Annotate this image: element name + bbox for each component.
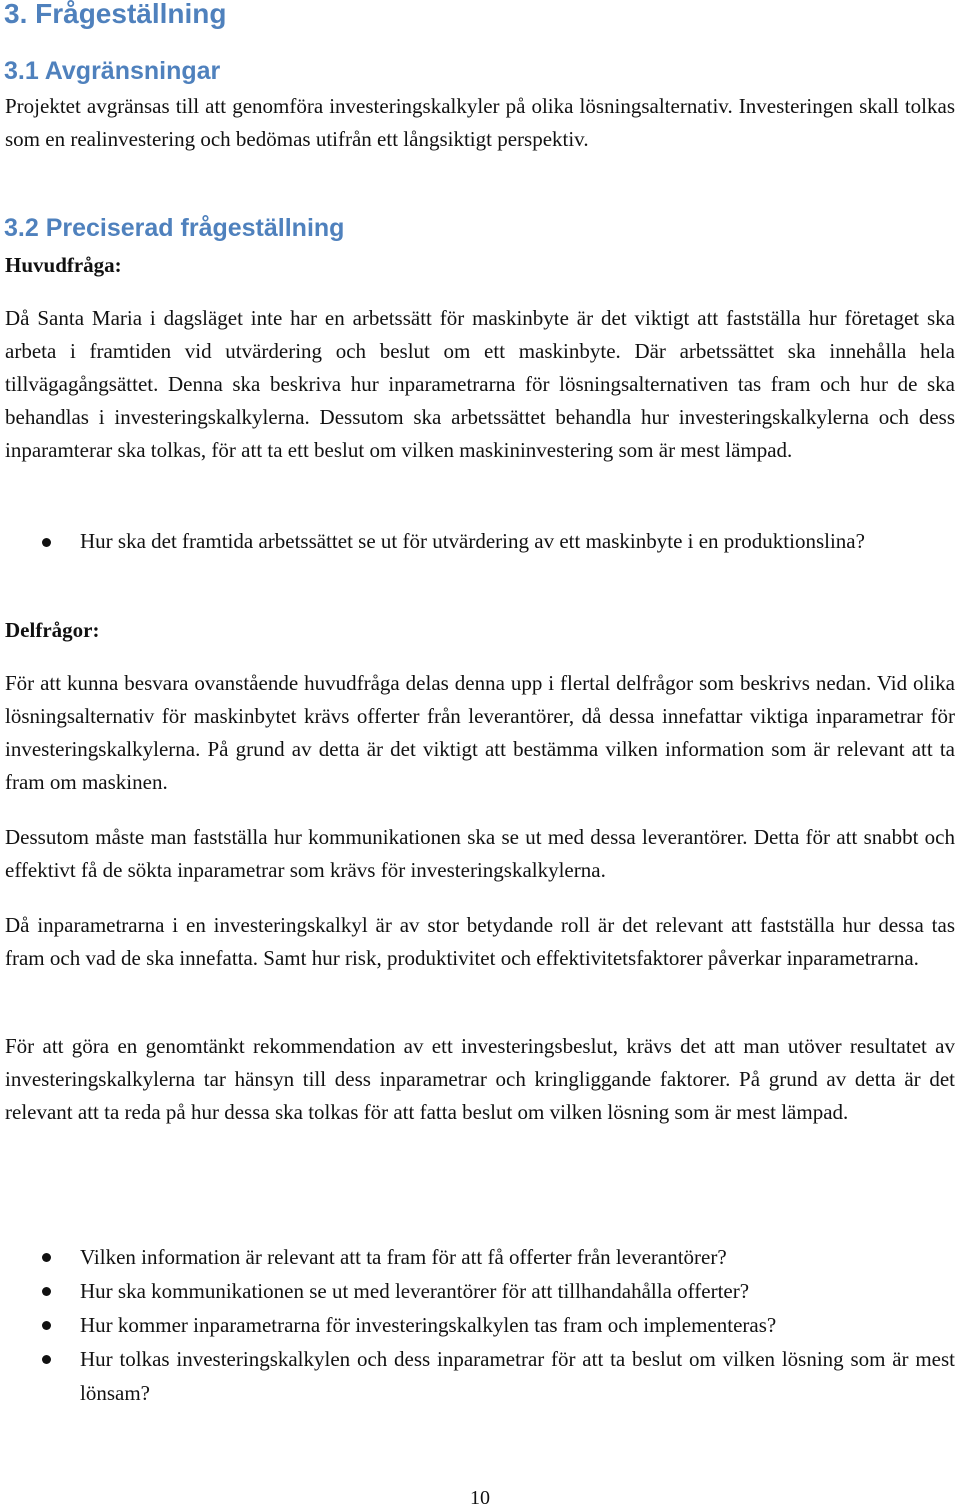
bullet-icon [42,1287,51,1296]
page-number: 10 [470,1487,490,1509]
list-item [0,1308,955,1342]
main-question-label: Huvudfråga: [5,253,122,277]
sub-question-text: Hur tolkas investeringskalkylen och dess inparametrar för att ta beslut om vilken lösning som är mest lönsam? [80,1347,955,1405]
section-3-1-heading: 3.1 Avgränsningar [4,57,221,85]
sub-question-text: Hur ska kommunikationen se ut med leverantörer för att tillhandahålla offerter? [80,1279,750,1303]
bullet-icon [42,1253,51,1262]
main-question-intro: Då Santa Maria i dagsläget inte har en arbetssätt för maskinbyte är det viktigt att fastställa hur företaget ska arbeta i framtiden vid utvärdering och beslut om ett maskinbyte. Där arbetssättet ska innehålla hela tillvägagångsättet. Denna ska beskriva hur inparametrarna för lösningsalternativen tas fram och hur de ska behandlas i investeringskalkylerna. Dessutom ska arbetssättet behandla hur investeringskalkylerna och dess inparamterar ska tolkas, för att ta ett beslut om vilken maskininvestering som är mest lämpad. [5,306,955,462]
main-question-list [0,525,955,560]
bullet-icon [42,1321,51,1330]
bullet-icon [42,538,51,547]
paragraph-inparameters: Då inparametrarna i en investeringskalkyl är av stor betydande roll är det relevant att fastställa hur dessa tas fram och vad de ska innefatta. Samt hur risk, produktivitet och effektivitetsfaktorer påverkar inparametrarna. [5,913,955,970]
list-item [0,525,955,558]
list-item [0,1342,955,1410]
sub-questions-list [0,1240,955,1410]
sub-question-text: Hur kommer inparametrarna för investeringskalkylen tas fram och implementeras? [80,1313,777,1337]
paragraph-recommendation: För att göra en genomtänkt rekommendation av ett investeringsbeslut, krävs det att man utöver resultatet av investeringskalkylerna tar hänsyn till dess inparametrar och kringliggande faktorer. På grund av detta är det relevant att ta reda på hur dessa ska tolkas för att fatta beslut om vilken lösning som är mest lämpad. [5,1034,955,1124]
section-3-1-body: Projektet avgränsas till att genomföra investeringskalkyler på olika lösningsalternativ. Investeringen skall tolkas som en realinvestering och bedömas utifrån ett långsiktigt perspektiv. [5,94,955,151]
list-item [0,1240,955,1274]
sub-question-text: Vilken information är relevant att ta fram för att få offerter från leverantörer? [80,1245,727,1269]
paragraph-offers: För att kunna besvara ovanstående huvudfråga delas denna upp i flertal delfrågor som beskrivs nedan. Vid olika lösningsalternativ för maskinbytet krävs offerter från leverantörer, då dessa innefattar viktiga inparametrar för investeringskalkylerna. På grund av detta är det viktigt att bestämma vilken information som är relevant att ta fram om maskinen. [5,671,955,794]
list-item [0,1274,955,1308]
sub-questions-label: Delfrågor: [5,618,100,642]
paragraph-communication: Dessutom måste man fastställa hur kommunikationen ska se ut med dessa leverantörer. Detta för att snabbt och effektivt få de sökta inparametrar som krävs för investeringskalkylerna. [5,825,955,882]
main-question-text: Hur ska det framtida arbetssättet se ut för utvärdering av ett maskinbyte i en produktionslina? [80,529,865,553]
bullet-icon [42,1355,51,1364]
chapter-heading: 3. Frågeställning [4,0,227,29]
section-3-2-heading: 3.2 Preciserad frågeställning [4,214,345,242]
